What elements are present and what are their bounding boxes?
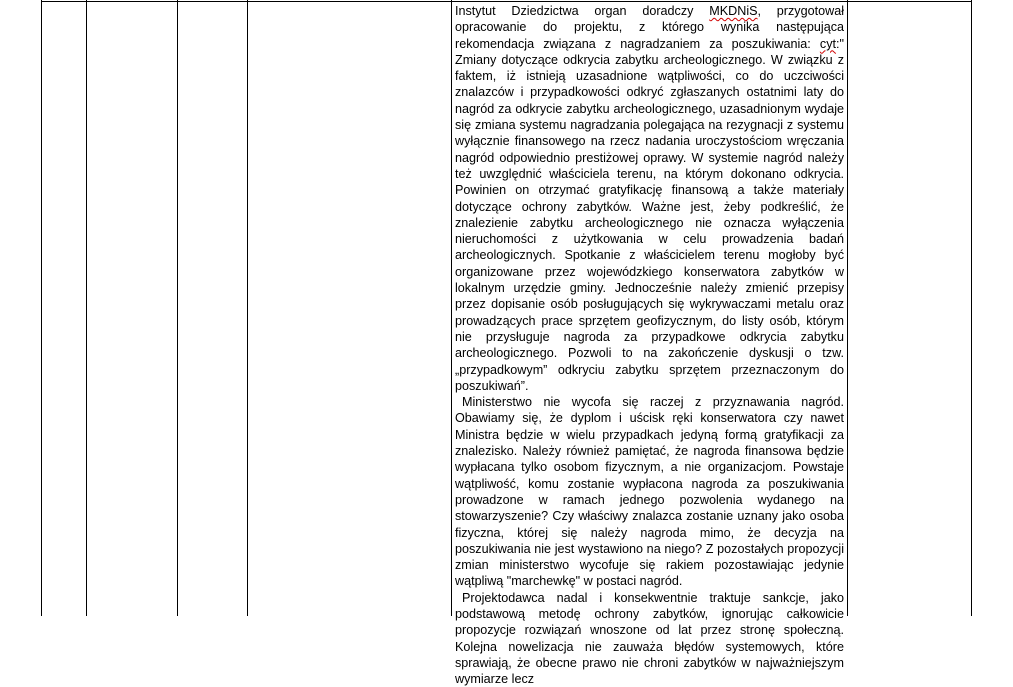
spellcheck-flagged-word: MKDNiS xyxy=(709,4,758,18)
paragraph-text: Projektodawca nadal i konsekwentnie traktuje sankcje, jako podstawową metodę ochrony zabytków, ignorując całkowicie propozycje rozwiązań wnoszone od lat przez stronę społeczną. Kolejna nowelizacja nie zauważa błędów systemowych, które sprawiają, że obecne prawo nie chroni zabytków w najważniejszym wymiarze lecz xyxy=(455,590,844,687)
spellcheck-flagged-word: cyt xyxy=(819,36,837,51)
column-border-6 xyxy=(847,0,848,616)
paragraph-text: , przygotował opracowanie do projektu, z którego wynika następująca rekomendacja związana z nagradzaniem za poszukiwania: xyxy=(455,4,844,51)
column-border-4 xyxy=(247,0,248,616)
table-top-border xyxy=(41,1,972,2)
paragraph-text: :" Zmiany dotyczące odkrycia zabytku archeologicznego. W związku z faktem, iż istnieją uzasadnione wątpliwości, co do uczciwości znalazców i przypadkowości odkryć zgłaszanych ostatnimi laty do nagród za odkrycie zabytku archeologicznego, uzasadnionym wydaje się zmiana systemu nagradzania polegająca na rezygnacji z systemu wyłącznie finansowego na rzecz nadania uroczystościom wręczania nagród odpowiednio prestiżowej oprawy. W systemie nagród należy też uwzględnić właściciela terenu, na którym dokonano odkrycia. Powinien on otrzymać gratyfikację finansową a także materiały dotyczące ochrony zabytków. Ważne jest, żeby podkreślić, że znalezienie zabytku archeologicznego nie oznacza wyłączenia nieruchomości z użytkowania w celu prowadzenia badań archeologicznych. Spotkanie z właścicielem terenu mogłoby być organizowane przez wojewódzkiego konserwatora zabytków w lokalnym urzędzie gminy. Jednocześnie należy zmienić przepisy przez dopisanie osób posługujących się wykrywaczami metalu oraz prowadzących prace sprzętem geofizycznym, do listy osób, którym nie przysługuje nagroda za przypadkowe odkrycia zabytku archeologicznego. Pozwoli to na zakończenie dyskusji o tzw. „przypadkowym” odkryciu zabytku sprzętem przeznaczonym do poszukiwań”. xyxy=(455,36,844,393)
cell-paragraph xyxy=(455,394,844,590)
column-border-3 xyxy=(177,0,178,616)
column-border-1 xyxy=(41,0,42,616)
paragraph-text: Instytut Dziedzictwa organ doradczy xyxy=(455,4,710,18)
column-border-7 xyxy=(971,0,972,616)
comment-cell-text[interactable] xyxy=(455,3,844,687)
paragraph-text: Ministerstwo nie wycofa się raczej z przyznawania nagród. Obawiamy się, że dyplom i uścisk ręki konserwatora czy nawet Ministra będzie w wielu przypadkach jedyną formą gratyfikacji za znalezisko. Należy również pamiętać, że nagroda finansowa będzie wypłacana tylko osobom fizycznym, a nie organizacjom. Powstaje wątpliwość, komu zostanie wypłacona nagroda za poszukiwania prowadzone w ramach jednego pozwolenia wydanego na stowarzyszenie? Czy właściwy znalazca zostanie uznany jako osoba fizyczna, której się należy nagroda mimo, że decyzja na poszukiwania nie jest wystawiono na niego? Z pozostałych propozycji zmian ministerstwo wycofuje się rakiem pozostawiając jedynie wątpliwą "marchewkę" w postaci nagród. xyxy=(455,395,844,589)
column-border-5 xyxy=(451,0,452,616)
cell-paragraph xyxy=(455,590,844,687)
cell-paragraph xyxy=(455,3,844,394)
column-border-2 xyxy=(86,0,87,616)
